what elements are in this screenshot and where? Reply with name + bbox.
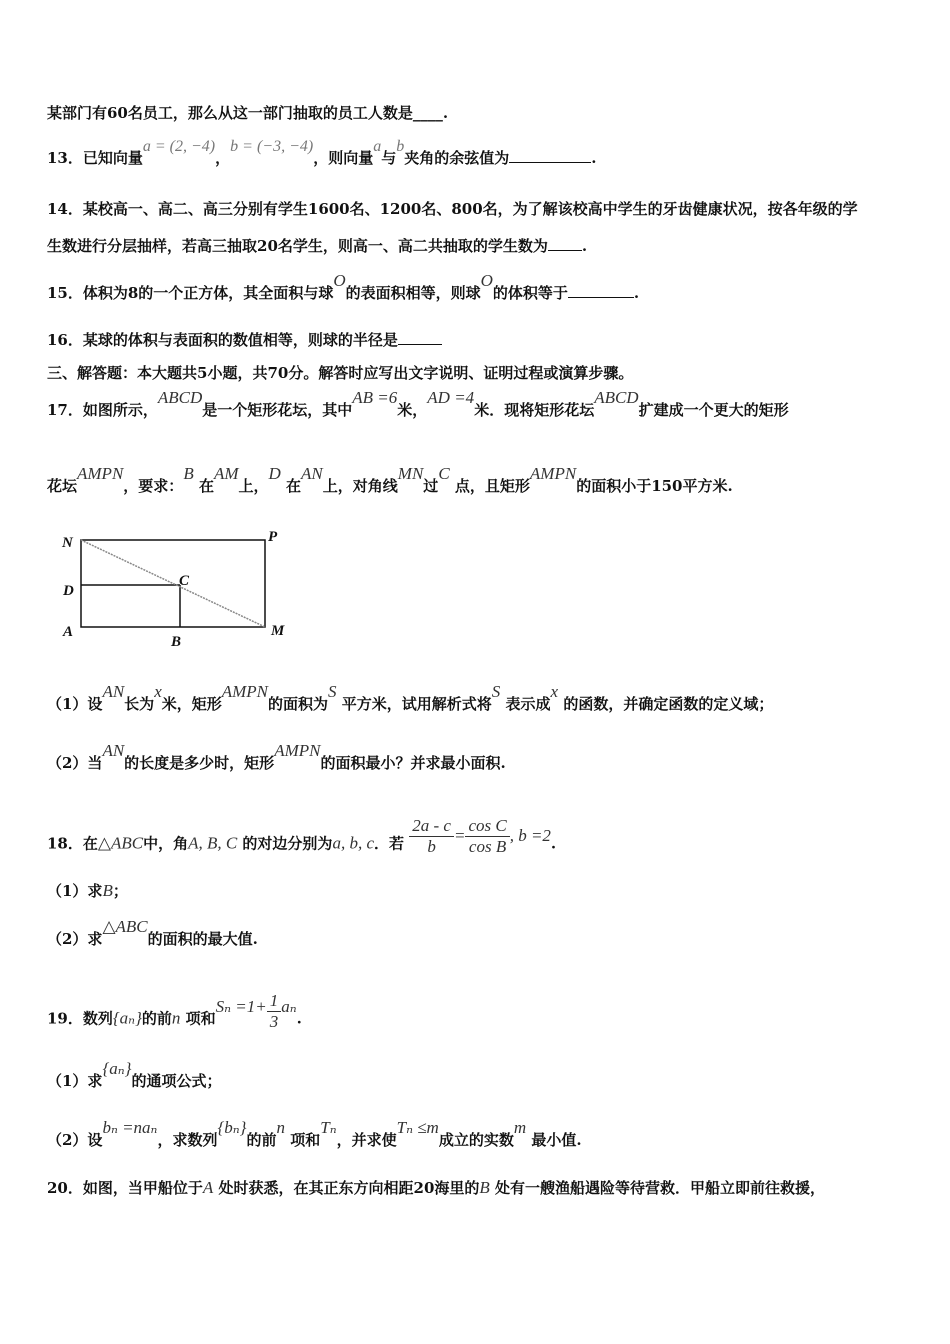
question-17-line2: 花坛AMPN，要求：B 在AM上，D 在AN上，对角线MN过C 点，且矩形AMPN的面积小于150平方米. [47,464,733,495]
question-15: 15．体积为8的一个正方体，其全面积与球O的表面积相等，则球O的体积等于 . [47,271,640,302]
fraction-2: $\frac{\text{cos C}}{\text{cos B}}$ [465,816,509,857]
answer-blank [398,330,442,345]
question-17-part1: （1）设AN长为x米，矩形AMPN的面积为S 平方米，试用解析式将S 表示成x 的函数，并确定函数的定义域； [47,682,774,713]
question-18: 18．在△ABC中，角A, B, C 的对边分别为a, b, c．若 $\frac{2a - c}{b}$ = $\frac{\text{cos C}}{\text{cos B}}$ , b =2. [47,816,557,856]
answer-blank [548,236,582,251]
question-18-part2: （2）求△ABC的面积的最大值. [47,917,258,948]
label-b: B [171,634,182,650]
answer-blank [568,283,634,298]
vector-a: a [373,138,382,155]
question-20: 20．如图，当甲船位于A 处时获悉，在其正东方向相距20海里的B 处有一艘渔船遇险等待营救．甲船立即前往救援， [47,1178,826,1197]
question-14-line2: 生数进行分层抽样，若高三抽取20名学生，则高一、高二共抽取的学生数为 . [47,237,588,255]
question-16: 16．某球的体积与表面积的数值相等，则球的半径是 [47,330,442,350]
diagonal-mn [81,540,265,627]
label-n: N [62,535,73,551]
line-0: 某部门有60名员工，那么从这一部门抽取的员工人数是____. [47,104,449,122]
question-13: 13．已知向量a = (2, −4)，b = (−3, −4)，则向量a与b夹角的余弦值为 . [47,138,597,167]
label-d: D [63,583,74,599]
question-18-part1: （1）求B； [47,881,128,900]
rectangle-figure [55,525,295,650]
question-19: 19．数列{aₙ}的前n 项和Sₙ =1+ $\frac{1}{3}$ aₙ. [47,991,302,1031]
vector-b-expr: b = (−3, −4) [230,138,314,155]
label-a: A [63,624,74,640]
question-17-part2: （2）当AN的长度是多少时，矩形AMPN的面积最小？并求最小面积. [47,741,506,772]
section-3-heading: 三、解答题：本大题共5小题，共70分。解答时应写出文字说明、证明过程或演算步骤。 [47,364,634,382]
label-p: P [268,529,278,545]
question-14-line1: 14．某校高一、高二、高三分别有学生1600名、1200名、800名，为了解该校高中学生的牙齿健康状况，按各年级的学 [47,200,858,218]
vector-b: b [396,138,405,155]
question-17-line1: 17．如图所示，ABCD是一个矩形花坛，其中AB =6米，AD =4米．现将矩形花坛ABCD扩建成一个更大的矩形 [47,388,789,419]
label-c: C [179,573,190,589]
vector-a-expr: a = (2, −4) [142,138,216,155]
fraction-1: $\frac{2a - c}{b}$ [409,816,454,857]
label-m: M [271,623,285,639]
question-19-part1: （1）求{aₙ}的通项公式； [47,1059,222,1090]
answer-blank [509,148,591,163]
question-19-part2: （2）设bₙ =naₙ，求数列{bₙ}的前n 项和Tₙ，并求使Tₙ ≤m成立的实数m 最小值. [47,1118,582,1149]
fraction-third: $\frac{1}{3}$ [267,991,282,1032]
